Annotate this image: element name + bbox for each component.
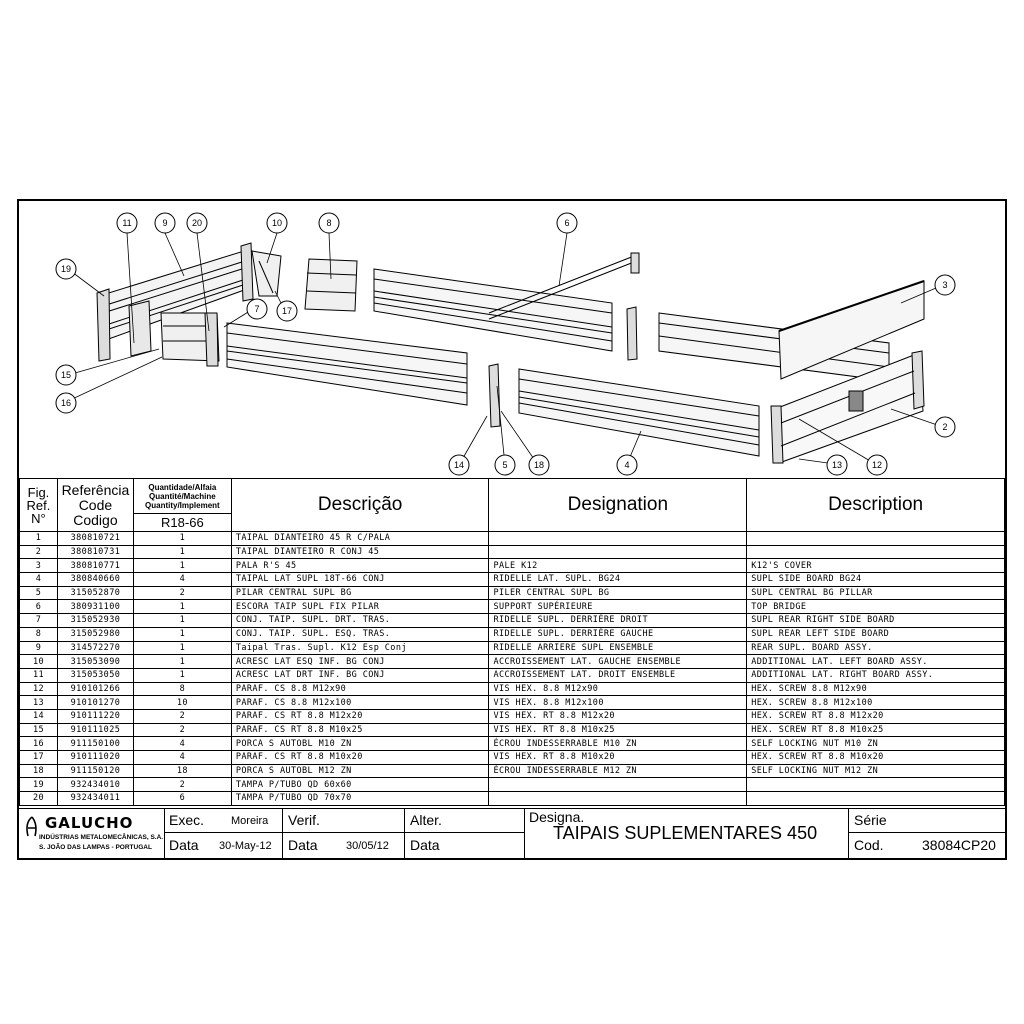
part-side-board-center	[374, 269, 612, 351]
desc-fr-cell: RIDELLE SUPL. DERRIÈRE GAUCHE	[489, 627, 747, 641]
code-cell: 380931100	[57, 600, 133, 614]
qty-cell: 1	[133, 668, 231, 682]
balloon-5	[495, 455, 515, 475]
svg-text:7: 7	[254, 304, 260, 314]
svg-text:2: 2	[942, 422, 948, 432]
desc-en-cell: K12'S COVER	[747, 559, 1005, 573]
qty-cell: 4	[133, 751, 231, 765]
desc-pt-cell: PALA R'S 45	[231, 559, 489, 573]
balloon-11	[117, 213, 137, 233]
qty-header: Quantidade/Alfaia Quantité/Machine Quantity/Implement	[133, 479, 231, 514]
title-block	[19, 808, 1005, 859]
code-cell: 932434011	[57, 792, 133, 806]
exec-date-label: Data	[169, 837, 199, 853]
qty-cell: 2	[133, 586, 231, 600]
svg-text:17: 17	[281, 306, 293, 316]
part-rear-small-board	[161, 313, 219, 366]
exec-value: Moreira	[231, 815, 269, 827]
company-logo: GALUCHO INDÚSTRIAS METALOMECÂNICAS, S.A. S. JOÃO DAS LAMPAS - PORTUGAL	[23, 814, 161, 856]
balloon-9	[155, 213, 175, 233]
desc-en-cell: ADDITIONAL LAT. RIGHT BOARD ASSY.	[747, 668, 1005, 682]
fig-ref-cell: 9	[20, 641, 58, 655]
verif-date: 30/05/12	[346, 840, 389, 852]
desc-pt-cell: CONJ. TAIP. SUPL. ESQ. TRAS.	[231, 627, 489, 641]
balloon-7	[247, 299, 267, 319]
qty-cell: 2	[133, 723, 231, 737]
qty-cell: 4	[133, 573, 231, 587]
code-cell: 911150120	[57, 764, 133, 778]
desc-pt-cell: TAIPAL DIANTEIRO 45 R C/PALA	[231, 532, 489, 546]
col-header-fr: Designation	[489, 479, 747, 532]
parts-list-body	[20, 532, 1005, 806]
table-row	[20, 696, 1005, 710]
balloon-12	[867, 455, 887, 475]
table-row	[20, 614, 1005, 628]
drawing-sheet	[17, 199, 1007, 860]
fig-ref-cell: 20	[20, 792, 58, 806]
desc-fr-cell	[489, 532, 747, 546]
svg-text:16: 16	[60, 398, 72, 408]
table-row	[20, 641, 1005, 655]
desc-pt-cell: PARAF. CS RT 8.8 M10x25	[231, 723, 489, 737]
desc-fr-cell: VIS HEX. 8.8 M12x100	[489, 696, 747, 710]
desc-pt-cell: PORCA S AUTOBL M10 ZN	[231, 737, 489, 751]
desc-fr-cell: VIS HEX. RT 8.8 M10x25	[489, 723, 747, 737]
qty-cell: 18	[133, 764, 231, 778]
table-row	[20, 600, 1005, 614]
svg-text:12: 12	[871, 460, 883, 470]
svg-text:20: 20	[191, 218, 203, 228]
desc-en-cell: SELF LOCKING NUT M10 ZN	[747, 737, 1005, 751]
code-cell: 380810771	[57, 559, 133, 573]
desc-pt-cell: ESCORA TAIP SUPL FIX PILAR	[231, 600, 489, 614]
fig-ref-cell: 12	[20, 682, 58, 696]
balloon-2	[935, 417, 955, 437]
balloon-8	[319, 213, 339, 233]
code-cell: 380810731	[57, 545, 133, 559]
desc-pt-cell: Taipal Tras. Supl. K12 Esp Conj	[231, 641, 489, 655]
parts-list-table	[19, 478, 1005, 806]
desc-fr-cell	[489, 545, 747, 559]
desc-fr-cell: PILER CENTRAL SUPL BG	[489, 586, 747, 600]
desc-pt-cell: TAMPA P/TUBO QD 60x60	[231, 778, 489, 792]
qty-cell: 6	[133, 792, 231, 806]
code-cell: 315052930	[57, 614, 133, 628]
qty-cell: 2	[133, 709, 231, 723]
qty-cell: 1	[133, 641, 231, 655]
code-cell: 315052980	[57, 627, 133, 641]
svg-text:6: 6	[564, 218, 570, 228]
fig-ref-cell: 18	[20, 764, 58, 778]
qty-cell: 10	[133, 696, 231, 710]
fig-ref-cell: 1	[20, 532, 58, 546]
fig-ref-cell: 11	[20, 668, 58, 682]
desc-fr-cell: VIS HEX. RT 8.8 M10x20	[489, 751, 747, 765]
code-cell: 315053090	[57, 655, 133, 669]
desc-fr-cell: RIDELLE SUPL. DERRIÈRE DROIT	[489, 614, 747, 628]
desc-pt-cell: CONJ. TAIP. SUPL. DRT. TRAS.	[231, 614, 489, 628]
desc-fr-cell	[489, 792, 747, 806]
implement-header: R18-66	[133, 514, 231, 532]
svg-text:18: 18	[533, 460, 545, 470]
desc-en-cell	[747, 792, 1005, 806]
desc-en-cell: HEX. SCREW RT 8.8 M10x20	[747, 751, 1005, 765]
desc-fr-cell: ÉCROU INDESSERRABLE M12 ZN	[489, 764, 747, 778]
desc-en-cell	[747, 545, 1005, 559]
code-cell: 910111220	[57, 709, 133, 723]
desc-fr-cell: PALE K12	[489, 559, 747, 573]
col-header-pt: Descrição	[231, 479, 489, 532]
part-10	[252, 251, 281, 296]
desc-fr-cell: RIDELLE LAT. SUPL. BG24	[489, 573, 747, 587]
fig-ref-header: Fig. Ref. N°	[20, 479, 58, 532]
desc-en-cell: HEX. SCREW RT 8.8 M10x25	[747, 723, 1005, 737]
part-side-board-left	[227, 323, 467, 405]
part-4-side-board	[519, 369, 759, 456]
table-row	[20, 751, 1005, 765]
balloon-3	[935, 275, 955, 295]
table-row	[20, 668, 1005, 682]
desc-pt-cell: PARAF. CS 8.8 M12x90	[231, 682, 489, 696]
part-8	[305, 259, 357, 311]
desc-en-cell	[747, 532, 1005, 546]
code-cell: 315052870	[57, 586, 133, 600]
desc-en-cell: HEX. SCREW 8.8 M12x100	[747, 696, 1005, 710]
qty-cell: 2	[133, 778, 231, 792]
table-row	[20, 573, 1005, 587]
qty-cell: 1	[133, 655, 231, 669]
desc-fr-cell: ÉCROU INDESSERRABLE M10 ZN	[489, 737, 747, 751]
desc-pt-cell: TAIPAL DIANTEIRO R CONJ 45	[231, 545, 489, 559]
desc-fr-cell: ACCROISSEMENT LAT. GAUCHE ENSEMBLE	[489, 655, 747, 669]
desc-en-cell	[747, 778, 1005, 792]
svg-text:3: 3	[942, 280, 948, 290]
exploded-view-drawing	[19, 201, 1005, 479]
alter-date-label: Data	[410, 837, 440, 853]
designa-label: Designa.	[529, 809, 585, 825]
qty-cell: 1	[133, 627, 231, 641]
balloon-19	[56, 259, 76, 279]
serie-label: Série	[854, 812, 887, 828]
fig-ref-cell: 2	[20, 545, 58, 559]
balloon-6	[557, 213, 577, 233]
code-cell: 910111020	[57, 751, 133, 765]
table-row	[20, 545, 1005, 559]
desc-en-cell: SUPL CENTRAL BG PILLAR	[747, 586, 1005, 600]
table-row	[20, 627, 1005, 641]
table-row	[20, 532, 1005, 546]
balloon-15	[56, 365, 76, 385]
table-row	[20, 709, 1005, 723]
code-cell: 380840660	[57, 573, 133, 587]
ref-code-header: Referência Code Codigo	[57, 479, 133, 532]
balloon-20	[187, 213, 207, 233]
table-row	[20, 586, 1005, 600]
desc-pt-cell: PARAF. CS RT 8.8 M12x20	[231, 709, 489, 723]
cod-label: Cod.	[854, 837, 884, 853]
table-row	[20, 723, 1005, 737]
fig-ref-cell: 14	[20, 709, 58, 723]
desc-en-cell: SELF LOCKING NUT M12 ZN	[747, 764, 1005, 778]
desc-en-cell: HEX. SCREW 8.8 M12x90	[747, 682, 1005, 696]
svg-text:5: 5	[502, 460, 508, 470]
desc-en-cell: SUPL SIDE BOARD BG24	[747, 573, 1005, 587]
desc-en-cell: REAR SUPL. BOARD ASSY.	[747, 641, 1005, 655]
code-cell: 932434010	[57, 778, 133, 792]
svg-text:10: 10	[271, 218, 283, 228]
qty-cell: 4	[133, 737, 231, 751]
table-row	[20, 778, 1005, 792]
desc-en-cell: TOP BRIDGE	[747, 600, 1005, 614]
cod-value: 38084CP20	[922, 837, 996, 853]
svg-text:9: 9	[162, 218, 168, 228]
desc-pt-cell: TAMPA P/TUBO QD 70x70	[231, 792, 489, 806]
table-row	[20, 737, 1005, 751]
code-cell: 911150100	[57, 737, 133, 751]
fig-ref-cell: 10	[20, 655, 58, 669]
qty-cell: 8	[133, 682, 231, 696]
fig-ref-cell: 4	[20, 573, 58, 587]
svg-text:4: 4	[624, 460, 630, 470]
code-cell: 910101270	[57, 696, 133, 710]
exec-date: 30-May-12	[219, 840, 272, 852]
code-cell: 380810721	[57, 532, 133, 546]
balloon-13	[827, 455, 847, 475]
balloon-4	[617, 455, 637, 475]
desc-en-cell: SUPL REAR LEFT SIDE BOARD	[747, 627, 1005, 641]
verif-date-label: Data	[288, 837, 318, 853]
svg-text:19: 19	[60, 264, 72, 274]
fig-ref-cell: 6	[20, 600, 58, 614]
desc-pt-cell: ACRESC LAT ESQ INF. BG CONJ	[231, 655, 489, 669]
balloon-18	[529, 455, 549, 475]
desc-pt-cell: PARAF. CS 8.8 M12x100	[231, 696, 489, 710]
code-cell: 314572270	[57, 641, 133, 655]
fig-ref-cell: 8	[20, 627, 58, 641]
desc-pt-cell: PORCA S AUTOBL M12 ZN	[231, 764, 489, 778]
code-cell: 910111025	[57, 723, 133, 737]
designation-title: TAIPAIS SUPLEMENTARES 450	[553, 823, 818, 843]
fig-ref-cell: 5	[20, 586, 58, 600]
code-cell: 910101266	[57, 682, 133, 696]
svg-text:8: 8	[326, 218, 332, 228]
table-row	[20, 764, 1005, 778]
desc-en-cell: SUPL REAR RIGHT SIDE BOARD	[747, 614, 1005, 628]
qty-cell: 1	[133, 600, 231, 614]
qty-cell: 1	[133, 614, 231, 628]
svg-text:15: 15	[60, 370, 72, 380]
balloon-16	[56, 393, 76, 413]
verif-label: Verif.	[288, 812, 320, 828]
svg-text:13: 13	[831, 460, 843, 470]
fig-ref-cell: 17	[20, 751, 58, 765]
table-row	[20, 559, 1005, 573]
desc-fr-cell: VIS HEX. RT 8.8 M12x20	[489, 709, 747, 723]
balloon-10	[267, 213, 287, 233]
fig-ref-cell: 15	[20, 723, 58, 737]
alter-label: Alter.	[410, 812, 442, 828]
qty-cell: 1	[133, 559, 231, 573]
desc-fr-cell	[489, 778, 747, 792]
svg-text:14: 14	[453, 460, 465, 470]
desc-en-cell: ADDITIONAL LAT. LEFT BOARD ASSY.	[747, 655, 1005, 669]
table-row	[20, 792, 1005, 806]
desc-fr-cell: SUPPORT SUPÉRIEURE	[489, 600, 747, 614]
col-header-en: Description	[747, 479, 1005, 532]
fig-ref-cell: 7	[20, 614, 58, 628]
desc-pt-cell: PARAF. CS RT 8.8 M10x20	[231, 751, 489, 765]
balloon-14	[449, 455, 469, 475]
fig-ref-cell: 3	[20, 559, 58, 573]
svg-text:11: 11	[122, 218, 132, 228]
desc-pt-cell: PILAR CENTRAL SUPL BG	[231, 586, 489, 600]
qty-cell: 1	[133, 532, 231, 546]
desc-fr-cell: ACCROISSEMENT LAT. DROIT ENSEMBLE	[489, 668, 747, 682]
desc-pt-cell: TAIPAL LAT SUPL 18T-66 CONJ	[231, 573, 489, 587]
desc-fr-cell: VIS HEX. 8.8 M12x90	[489, 682, 747, 696]
table-row	[20, 655, 1005, 669]
table-header-row	[20, 479, 1005, 514]
code-cell: 315053050	[57, 668, 133, 682]
table-row	[20, 682, 1005, 696]
desc-fr-cell: RIDELLE ARRIERE SUPL ENSEMBLE	[489, 641, 747, 655]
qty-cell: 1	[133, 545, 231, 559]
balloon-17	[277, 301, 297, 321]
desc-en-cell: HEX. SCREW RT 8.8 M12x20	[747, 709, 1005, 723]
fig-ref-cell: 19	[20, 778, 58, 792]
fig-ref-cell: 13	[20, 696, 58, 710]
exec-label: Exec.	[169, 812, 205, 828]
fig-ref-cell: 16	[20, 737, 58, 751]
desc-pt-cell: ACRESC LAT DRT INF. BG CONJ	[231, 668, 489, 682]
